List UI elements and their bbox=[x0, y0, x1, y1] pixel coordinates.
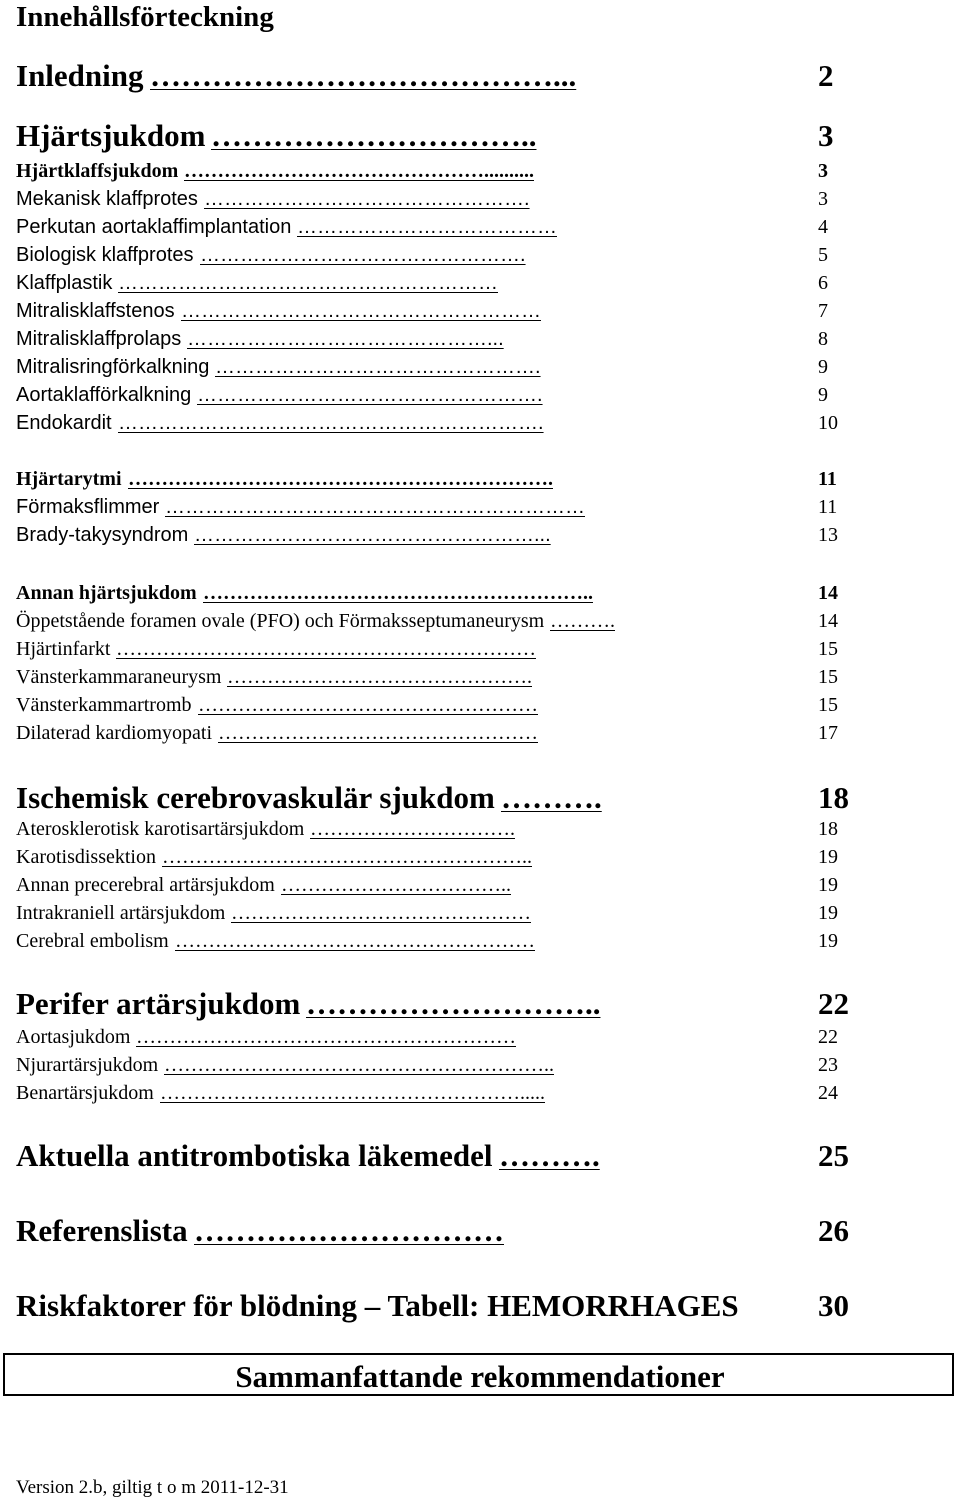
toc-entry-leader: ……………………………………………… bbox=[181, 300, 541, 322]
toc-entry-title: Mekanisk klaffprotes bbox=[16, 188, 198, 210]
toc-entry-title: Hjärtsjukdom bbox=[16, 118, 206, 153]
toc-entry-page: 30 bbox=[818, 1288, 849, 1323]
toc-entry-title: Mitralisringförkalkning bbox=[16, 356, 210, 378]
toc-entry bbox=[0, 410, 960, 436]
toc-entry bbox=[0, 1052, 960, 1078]
toc-entry bbox=[0, 326, 960, 352]
toc-entry-page: 14 bbox=[818, 582, 838, 604]
toc-entry-title: Hjärtarytmi bbox=[16, 468, 122, 490]
toc-entry-page: 3 bbox=[818, 160, 828, 182]
toc-entry bbox=[0, 720, 960, 746]
toc-entry-title: Hjärtinfarkt bbox=[16, 638, 111, 660]
toc-entry-title: Annan hjärtsjukdom bbox=[16, 582, 197, 604]
toc-entry bbox=[0, 636, 960, 662]
toc-entry bbox=[0, 816, 960, 842]
toc-entry-page: 9 bbox=[818, 356, 828, 378]
toc-entry bbox=[0, 214, 960, 240]
toc-entry-title: Riskfaktorer för blödning – Tabell: HEMORRHAGES bbox=[16, 1288, 739, 1323]
toc-entry-title: Mitralisklaffstenos bbox=[16, 300, 175, 322]
toc-entry-title: Brady-takysyndrom bbox=[16, 524, 189, 546]
toc-entry-page: 22 bbox=[818, 1026, 838, 1048]
toc-entry-title: Perkutan aortaklaffimplantation bbox=[16, 216, 292, 238]
toc-entry-leader: ………………………………………………….. bbox=[203, 582, 593, 604]
toc-entry-page: 3 bbox=[818, 118, 834, 153]
toc-entry bbox=[0, 608, 960, 634]
toc-entry-leader: ………………………………… bbox=[297, 216, 557, 238]
toc-entry-title: Endokardit bbox=[16, 412, 112, 434]
toc-entry bbox=[0, 986, 960, 1022]
toc-entry bbox=[0, 780, 960, 816]
toc-entry-leader: ……………………………………… bbox=[231, 902, 531, 924]
toc-entry-page: 7 bbox=[818, 300, 828, 322]
toc-entry-leader: ………. bbox=[499, 1138, 600, 1173]
toc-entry-page: 22 bbox=[818, 986, 849, 1021]
toc-entry bbox=[0, 1288, 960, 1324]
toc-entry bbox=[0, 1138, 960, 1174]
toc-entry-page: 3 bbox=[818, 188, 828, 210]
toc-entry bbox=[0, 242, 960, 268]
toc-entry-leader: ………. bbox=[501, 780, 602, 815]
toc-entry-title: Dilaterad kardiomyopati bbox=[16, 722, 213, 744]
toc-entry-leader: …………………………. bbox=[310, 818, 515, 840]
toc-entry bbox=[0, 466, 960, 492]
toc-entry bbox=[0, 382, 960, 408]
toc-entry bbox=[0, 298, 960, 324]
toc-entry-leader: …………………………………………… bbox=[198, 694, 538, 716]
toc-entry-leader: ……………………………………….......... bbox=[184, 160, 534, 182]
toc-entry-leader: ………………………… bbox=[194, 1213, 504, 1248]
toc-entry-page: 18 bbox=[818, 818, 838, 840]
toc-entry-leader: ………………………….. bbox=[211, 118, 537, 153]
toc-entry-page: 14 bbox=[818, 610, 838, 632]
toc-entry-leader: ……………………………………………….. bbox=[162, 846, 532, 868]
toc-entry-leader: ………………………………………………………. bbox=[128, 468, 553, 490]
toc-entry-leader: ………………………………………………………. bbox=[118, 412, 544, 434]
toc-entry-title: Perifer artärsjukdom bbox=[16, 986, 301, 1021]
toc-entry-leader: …………………………………………. bbox=[215, 356, 541, 378]
toc-entry bbox=[0, 1213, 960, 1249]
toc-entry-leader: ………………………………………………..... bbox=[160, 1082, 545, 1104]
toc-entry-leader: …………………………….. bbox=[281, 874, 511, 896]
toc-entry-title: Förmaksflimmer bbox=[16, 496, 160, 518]
toc-entry-leader: …………………………………………. bbox=[200, 244, 526, 266]
toc-entry-leader: ………………………………………... bbox=[187, 328, 504, 350]
toc-entry-title: Cerebral embolism bbox=[16, 930, 169, 952]
toc-entry-title: Aktuella antitrombotiska läkemedel bbox=[16, 1138, 493, 1173]
toc-entry bbox=[0, 900, 960, 926]
toc-entry-title: Intrakraniell artärsjukdom bbox=[16, 902, 226, 924]
toc-entry bbox=[0, 580, 960, 606]
toc-entry-page: 19 bbox=[818, 846, 838, 868]
toc-entry-title: Ischemisk cerebrovaskulär sjukdom bbox=[16, 780, 495, 815]
toc-entry bbox=[0, 354, 960, 380]
toc-entry-title: Karotisdissektion bbox=[16, 846, 156, 868]
summary-heading: Sammanfattande rekommendationer bbox=[235, 1359, 725, 1394]
toc-entry-page: 6 bbox=[818, 272, 828, 294]
toc-entry-title: Annan precerebral artärsjukdom bbox=[16, 874, 275, 896]
toc-entry-page: 18 bbox=[818, 780, 849, 815]
toc-entry-leader: ………………………………………. bbox=[227, 666, 532, 688]
toc-entry-title: Klaffplastik bbox=[16, 272, 113, 294]
toc-entry-page: 9 bbox=[818, 384, 828, 406]
toc-entry-leader: ………………………………………………… bbox=[136, 1026, 516, 1048]
toc-entry-page: 15 bbox=[818, 694, 838, 716]
toc-entry-page: 17 bbox=[818, 722, 838, 744]
toc-entry bbox=[0, 186, 960, 212]
toc-entry-leader: ……………………………………………... bbox=[194, 524, 551, 546]
toc-entry bbox=[0, 844, 960, 870]
toc-entry bbox=[0, 494, 960, 520]
toc-entry-leader: ………. bbox=[550, 610, 615, 632]
toc-entry-title: Vänsterkammartromb bbox=[16, 694, 192, 716]
toc-entry-page: 11 bbox=[818, 496, 838, 518]
toc-entry-title: Mitralisklaffprolaps bbox=[16, 328, 182, 350]
toc-entry-page: 4 bbox=[818, 216, 828, 238]
toc-entry-leader: ……………………………………………. bbox=[197, 384, 543, 406]
toc-entry bbox=[0, 692, 960, 718]
toc-entry-page: 8 bbox=[818, 328, 828, 350]
toc-entry bbox=[0, 270, 960, 296]
toc-entry-title: Öppetstående foramen ovale (PFO) och Förmaksseptumaneurysm bbox=[16, 610, 545, 632]
toc-entry bbox=[0, 664, 960, 690]
toc-entry-title: Aterosklerotisk karotisartärsjukdom bbox=[16, 818, 305, 840]
toc-entry-page: 24 bbox=[818, 1082, 838, 1104]
toc-entry-title: Inledning bbox=[16, 58, 144, 93]
toc-entry bbox=[0, 522, 960, 548]
toc-entry-leader: ……………………….. bbox=[306, 986, 601, 1021]
toc-entry bbox=[0, 1024, 960, 1050]
version-footer: Version 2.b, giltig t o m 2011-12-31 bbox=[16, 1477, 289, 1498]
toc-entry-page: 5 bbox=[818, 244, 828, 266]
toc-entry-page: 19 bbox=[818, 902, 838, 924]
toc-entry-page: 15 bbox=[818, 666, 838, 688]
toc-entry-leader: ……………………………………………………… bbox=[165, 496, 585, 518]
toc-entry-page: 11 bbox=[818, 468, 837, 490]
toc-entry-page: 25 bbox=[818, 1138, 849, 1173]
toc-entry bbox=[0, 872, 960, 898]
toc-entry-leader: ………………………………………… bbox=[218, 722, 538, 744]
toc-entry-leader: …………………………………... bbox=[150, 58, 577, 93]
toc-entry bbox=[0, 58, 960, 94]
toc-entry-page: 10 bbox=[818, 412, 838, 434]
toc-entry-page: 19 bbox=[818, 930, 838, 952]
toc-entry-page: 2 bbox=[818, 58, 834, 93]
toc-entry bbox=[0, 1080, 960, 1106]
toc-entry-title: Benartärsjukdom bbox=[16, 1082, 154, 1104]
toc-entry-title: Referenslista bbox=[16, 1213, 188, 1248]
toc-entry bbox=[0, 158, 960, 184]
toc-entry-title: Hjärtklaffsjukdom bbox=[16, 160, 179, 182]
toc-entry-page: 15 bbox=[818, 638, 838, 660]
toc-entry-leader: ………………………………………………….. bbox=[164, 1054, 554, 1076]
toc-entry-title: Aortasjukdom bbox=[16, 1026, 131, 1048]
toc-entry bbox=[0, 118, 960, 154]
toc-entry bbox=[0, 928, 960, 954]
toc-entry-page: 19 bbox=[818, 874, 838, 896]
toc-entry-title: Aortaklafförkalkning bbox=[16, 384, 192, 406]
toc-entry-title: Vänsterkammaraneurysm bbox=[16, 666, 222, 688]
toc-entry-page: 23 bbox=[818, 1054, 838, 1076]
toc-entry-leader: ………………………………………………… bbox=[118, 272, 498, 294]
toc-entry-title: Njurartärsjukdom bbox=[16, 1054, 159, 1076]
toc-entry-page: 26 bbox=[818, 1213, 849, 1248]
toc-entry-page: 13 bbox=[818, 524, 838, 546]
toc-entry-leader: ……………………………………………………… bbox=[116, 638, 536, 660]
toc-entry-leader: …………………………………………. bbox=[204, 188, 530, 210]
toc-entry-leader: ……………………………………………… bbox=[175, 930, 535, 952]
toc-entry-title: Biologisk klaffprotes bbox=[16, 244, 194, 266]
page-title: Innehållsförteckning bbox=[16, 1, 274, 33]
